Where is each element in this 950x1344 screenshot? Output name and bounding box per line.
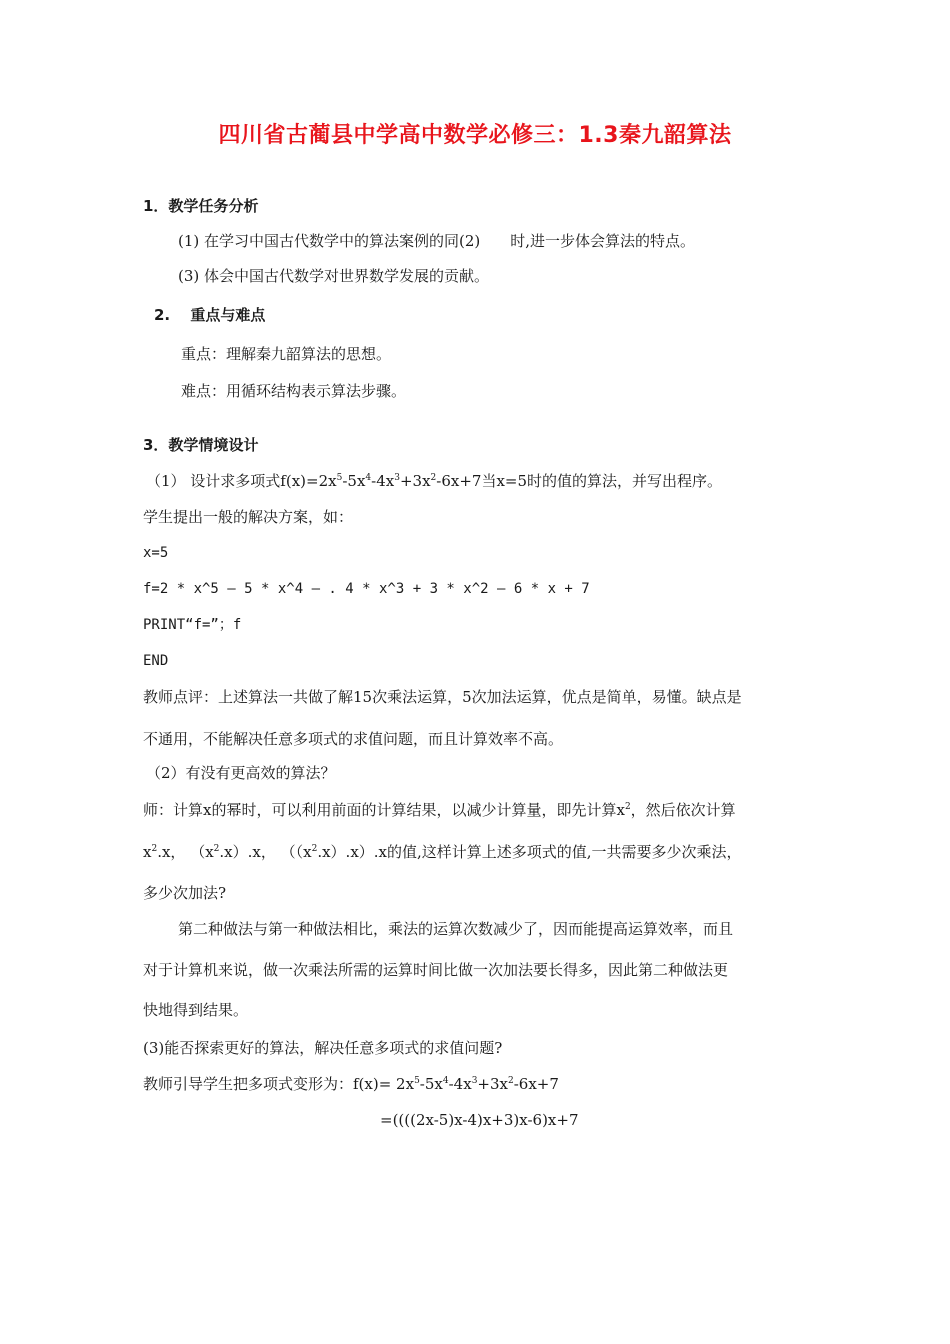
difficulty-point: 难点：用循环结构表示算法步骤。 bbox=[181, 382, 407, 400]
teacher-explanation-line-1: 师：计算x的幂时，可以利用前面的计算结果，以减少计算量，即先计算$x^2$，然后依次计算 bbox=[143, 801, 736, 819]
transform-line-2: =((((2x-5)x-4)x+3)x-6)x+7 bbox=[380, 1111, 579, 1129]
question-3: (3)能否探索更好的算法，解决任意多项式的求值问题? bbox=[143, 1039, 503, 1057]
code-line-2: f=2 * x^5 – 5 * x^4 – . 4 * x^3 + 3 * x^2 – 6 * x + 7 bbox=[143, 581, 590, 597]
section2-heading: 2. 重点与难点 bbox=[154, 306, 266, 324]
paragraph-line-3: 快地得到结果。 bbox=[143, 1001, 249, 1019]
teacher-comment-line-2: 不通用，不能解决任意多项式的求值问题，而且计算效率不高。 bbox=[143, 730, 564, 748]
code-line-3: PRINT“f=”；f bbox=[143, 617, 242, 633]
question-1: （1） 设计求多项式$f(x)=2x^5-5x^4-4x^3+3x^2-6x+7$当x=5时的值的算法，并写出程序。 bbox=[146, 472, 723, 490]
transform-line-1: 教师引导学生把多项式变形为：$f(x)= 2x^5-5x^4-4x^3+3x^2-6x+7$ bbox=[143, 1075, 559, 1093]
section1-item2: (3) 体会中国古代数学对世界数学发展的贡献。 bbox=[178, 267, 490, 285]
key-point: 重点：理解秦九韶算法的思想。 bbox=[181, 345, 392, 363]
student-intro: 学生提出一般的解决方案，如： bbox=[143, 508, 354, 526]
teacher-explanation-line-2: $x^2.x$， $(x^2.x).x$， $((x^2.x).x).x$的值,这样计算上述多项式的值,一共需要多少次乘法， bbox=[143, 843, 742, 861]
teacher-explanation-line-3: 多少次加法? bbox=[143, 884, 227, 902]
section1-item1: (1) 在学习中国古代数学中的算法案例的同(2) 时,进一步体会算法的特点。 bbox=[178, 232, 696, 250]
teacher-comment-line-1: 教师点评：上述算法一共做了解15次乘法运算，5次加法运算，优点是简单，易懂。缺点是 bbox=[143, 688, 742, 706]
paragraph-line-1: 第二种做法与第一种做法相比，乘法的运算次数减少了，因而能提高运算效率，而且 bbox=[178, 920, 734, 938]
question-2: （2）有没有更高效的算法？ bbox=[146, 764, 336, 782]
document-title: 四川省古蔺县中学高中数学必修三：1.3秦九韶算法 bbox=[218, 123, 732, 148]
section3-heading: 3．教学情境设计 bbox=[143, 436, 259, 454]
section1-heading: 1．教学任务分析 bbox=[143, 197, 259, 215]
code-line-4: END bbox=[143, 653, 169, 669]
code-line-1: x=5 bbox=[143, 545, 169, 561]
paragraph-line-2: 对于计算机来说，做一次乘法所需的运算时间比做一次加法要长得多，因此第二种做法更 bbox=[143, 961, 729, 979]
